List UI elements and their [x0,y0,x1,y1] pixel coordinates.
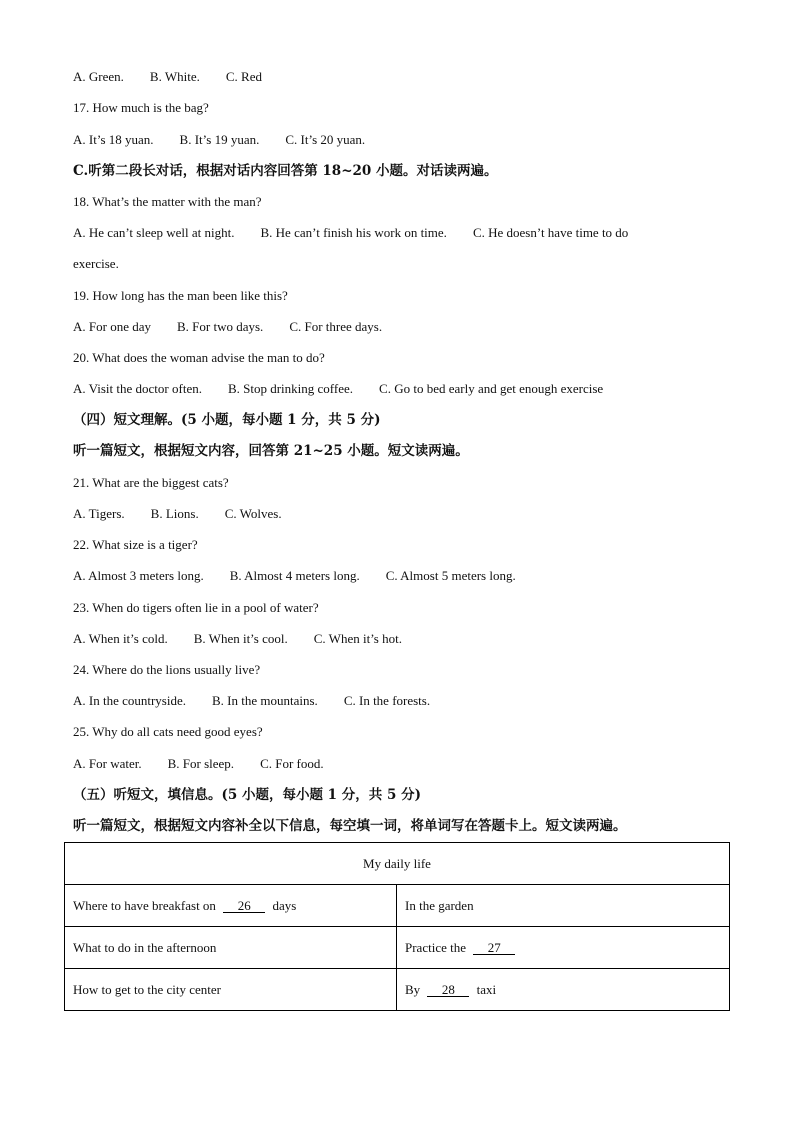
table-row [65,927,730,969]
table-cell [397,885,730,927]
answer-option: C. It’s 20 yuan. [285,132,366,147]
cell-text: taxi [476,981,497,997]
cell-text: Practice the [405,939,466,955]
answer-options [73,319,382,335]
table-cell [65,885,397,927]
answer-option: B. Almost 4 meters long. [229,568,360,583]
table-row [65,969,730,1011]
question-text: 19. How long has the man been like this? [73,288,288,303]
answer-option: B. Lions. [150,506,199,521]
answer-options [73,132,365,148]
section-heading: （四）短文理解。(5 小题，每小题 1 分，共 5 分) [73,412,381,428]
answer-option: A. In the countryside. [73,693,187,708]
answer-option: C. In the forests. [343,693,431,708]
answer-options [73,69,262,85]
answer-option: C. Wolves. [224,506,282,521]
cell-text: What to do in the afternoon [73,939,217,955]
question-text: 21. What are the biggest cats? [73,475,229,490]
section-heading: 听一篇短文，根据短文内容补全以下信息，每空填一词，将单词写在答题卡上。短文读两遍。 [73,818,627,834]
answer-option: C. For three days. [289,319,383,334]
answer-option: B. For sleep. [167,756,235,771]
answer-option: C. He doesn’t have time to do [472,225,629,240]
answer-option: B. He can’t finish his work on time. [260,225,447,240]
answer-option: B. In the mountains. [212,693,318,708]
answer-option: A. It’s 18 yuan. [73,132,154,147]
answer-option: B. When it’s cool. [193,631,288,646]
table-cell [65,927,397,969]
section-heading: 听一篇短文，根据短文内容，回答第 21~25 小题。短文读两遍。 [73,443,469,459]
table-title: My daily life [65,843,730,885]
answer-blank-27[interactable]: 27 [473,941,515,955]
answer-options [73,225,628,241]
cell-text: In the garden [405,897,474,913]
cell-text: days [272,897,297,913]
answer-blank-28[interactable]: 28 [427,983,469,997]
answer-option: A. Almost 3 meters long. [73,568,204,583]
cell-text: Where to have breakfast on [73,897,216,913]
question-text: 18. What’s the matter with the man? [73,194,262,209]
answer-option: B. Stop drinking coffee. [227,381,354,396]
answer-options [73,631,402,647]
answer-options [73,506,282,522]
info-table [64,842,730,1011]
answer-option: C. Almost 5 meters long. [385,568,516,583]
table-row [65,885,730,927]
answer-option: A. Tigers. [73,506,125,521]
cell-text: How to get to the city center [73,981,222,997]
table-title-row [65,843,730,885]
answer-options [73,381,603,397]
answer-option: C. When it’s hot. [313,631,402,646]
answer-option: A. Visit the doctor often. [73,381,202,396]
answer-option: A. Green. [73,69,124,84]
cell-text: By [405,981,421,997]
answer-blank-26[interactable]: 26 [223,899,265,913]
answer-options [73,693,430,709]
table-cell [397,969,730,1011]
answer-option: A. For one day [73,319,151,334]
answer-option: C. For food. [260,756,324,771]
table-cell [397,927,730,969]
answer-options [73,568,516,584]
answer-option: A. He can’t sleep well at night. [73,225,235,240]
question-text: 24. Where do the lions usually live? [73,662,261,677]
question-text: 17. How much is the bag? [73,100,209,115]
question-text: 23. When do tigers often lie in a pool of water? [73,600,319,615]
answer-option: C. Red [225,69,262,84]
question-text: 25. Why do all cats need good eyes? [73,724,263,739]
answer-options [73,756,324,772]
answer-option: B. It’s 19 yuan. [179,132,260,147]
question-text: 22. What size is a tiger? [73,537,198,552]
question-text: 20. What does the woman advise the man to do? [73,350,325,365]
answer-option: C. Go to bed early and get enough exercise [379,381,604,396]
answer-option: B. For two days. [177,319,264,334]
section-heading: （五）听短文，填信息。(5 小题，每小题 1 分，共 5 分) [73,787,421,803]
table-cell [65,969,397,1011]
question-text: exercise. [73,256,119,271]
section-heading: C.听第二段长对话，根据对话内容回答第 18~20 小题。对话读两遍。 [73,163,498,179]
answer-option: B. White. [149,69,200,84]
answer-option: A. When it’s cold. [73,631,168,646]
answer-option: A. For water. [73,756,142,771]
